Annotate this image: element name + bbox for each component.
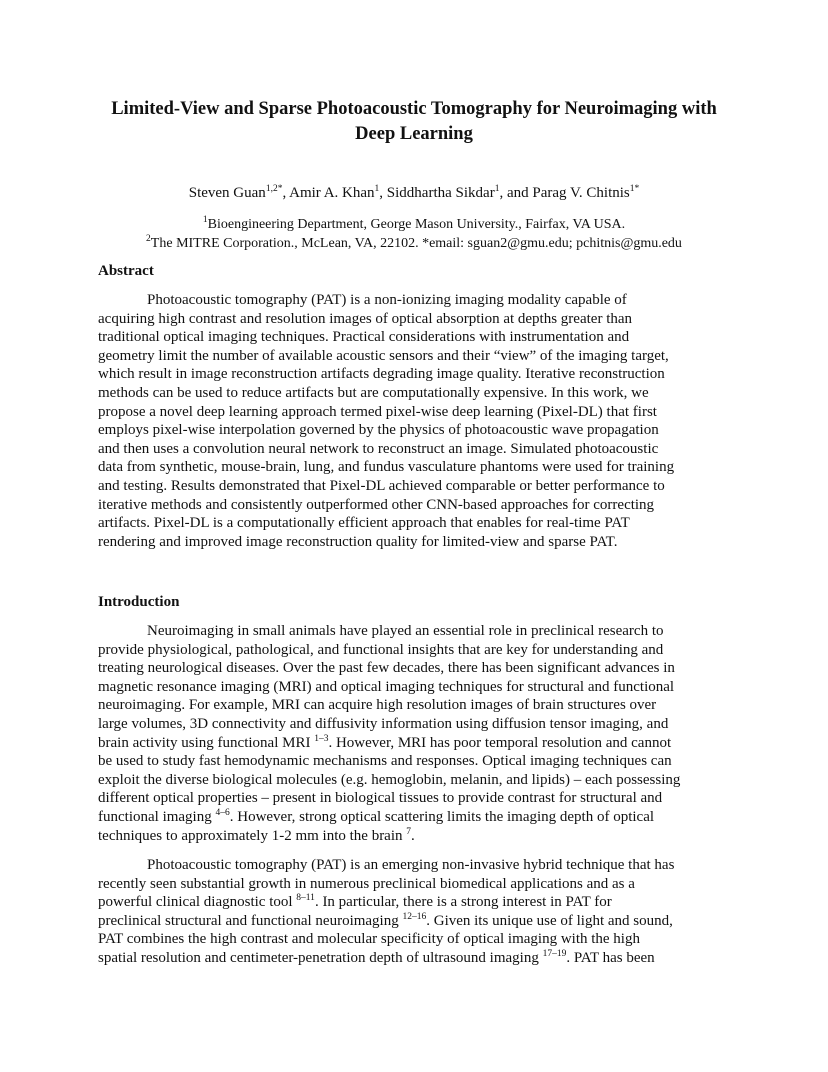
intro-paragraph-1-line	[98, 659, 730, 678]
introduction-paragraph-1	[98, 622, 730, 845]
affiliation-2-marker: 2	[146, 234, 151, 244]
abstract-line: propose a novel deep learning approach termed pixel-wise deep learning (Pixel-DL) that first	[98, 403, 657, 420]
intro-paragraph-2-line	[98, 875, 730, 894]
intro-paragraph-2-line	[98, 949, 730, 968]
line-text: techniques to approximately 1-2 mm into the brain	[98, 827, 407, 844]
line-text: preclinical structural and functional neuroimaging	[98, 912, 403, 929]
author-name: Parag V. Chitnis	[532, 185, 630, 201]
line-text: spatial resolution and centimeter-penetration depth of ultrasound imaging	[98, 949, 543, 966]
abstract-line: acquiring high contrast and resolution images of optical absorption at depths greater than	[98, 310, 633, 327]
line-text: exploit the diverse biological molecules (e.g. hemoglobin, melanin, and lipids) – each possessing	[98, 771, 681, 788]
affiliation-1	[60, 215, 768, 234]
citation-superscript: 4–6	[215, 807, 230, 818]
line-text: different optical properties – present in biological tissues to provide contrast for structural and	[98, 790, 663, 807]
intro-paragraph-1-line	[98, 734, 730, 753]
line-text-after: .	[411, 827, 415, 844]
introduction-heading: Introduction	[98, 594, 180, 610]
citation-superscript: 17–19	[542, 948, 567, 959]
line-text: functional imaging	[98, 808, 216, 825]
citation-superscript: 8–11	[296, 893, 315, 904]
line-text: powerful clinical diagnostic tool	[98, 894, 297, 911]
line-text-after: . However, MRI has poor temporal resolution and cannot	[328, 734, 672, 751]
author-affiliation-marker: 1*	[629, 184, 640, 194]
abstract-body	[98, 291, 730, 551]
affiliation-2-text: The MITRE Corporation., McLean, VA, 22102. *email: sguan2@gmu.edu; pchitnis@gmu.edu	[150, 236, 682, 251]
line-text: Neuroimaging in small animals have played an essential role in preclinical research to	[147, 623, 664, 639]
author-separator: ,	[282, 185, 290, 201]
abstract-line: methods can be used to reduce artifacts but are computationally expensive. In this work, we	[98, 384, 649, 401]
line-text: recently seen substantial growth in numerous preclinical biomedical applications and as a	[98, 875, 635, 892]
intro-paragraph-1-line	[98, 771, 730, 790]
intro-paragraph-2-line	[98, 912, 730, 931]
intro-paragraph-1-line	[98, 622, 730, 641]
line-text-after: . Given its unique use of light and sound,	[426, 912, 673, 929]
intro-paragraph-1-line	[98, 827, 730, 846]
author-name: Steven Guan	[188, 185, 266, 201]
intro-paragraph-2-line	[98, 893, 730, 912]
line-text: Photoacoustic tomography (PAT) is an emerging non-invasive hybrid technique that has	[147, 857, 675, 873]
intro-paragraph-1-line	[98, 715, 730, 734]
abstract-heading: Abstract	[98, 263, 154, 279]
citation-superscript: 12–16	[402, 911, 427, 922]
abstract-line: employs pixel-wise interpolation governed by the physics of photoacoustic wave propagation	[98, 422, 659, 439]
line-text: treating neurological diseases. Over the past few decades, there has been significant advances in	[98, 660, 675, 677]
title-line-1: Limited-View and Sparse Photoacoustic Tomography for Neuroimaging with	[111, 99, 717, 119]
abstract-line: iterative methods and consistently outperformed other CNN-based approaches for correcting	[98, 496, 655, 513]
affiliation-1-marker: 1	[202, 215, 208, 225]
abstract-line: traditional optical imaging techniques. Practical considerations with instrumentation and	[98, 329, 630, 346]
abstract-line: Photoacoustic tomography (PAT) is a non-ionizing imaging modality capable of	[147, 292, 627, 308]
intro-paragraph-1-line	[98, 641, 730, 660]
abstract-line: rendering and improved image reconstruction quality for limited-view and sparse PAT.	[98, 533, 618, 550]
intro-paragraph-1-line	[98, 789, 730, 808]
intro-paragraph-1-line	[98, 696, 730, 715]
author-separator: , and	[499, 185, 533, 201]
abstract-line: which result in image reconstruction artifacts degrading image quality. Iterative reconstruction	[98, 366, 665, 383]
line-text: PAT combines the high contrast and molecular specificity of optical imaging with the high	[98, 931, 640, 948]
line-text: neuroimaging. For example, MRI can acquire high resolution images of brain structures over	[98, 697, 657, 714]
paper-title	[60, 97, 768, 147]
author-name: Amir A. Khan	[289, 185, 375, 201]
line-text-after: . In particular, there is a strong interest in PAT for	[314, 894, 612, 911]
intro-paragraph-2-line	[98, 930, 730, 949]
author-affiliation-marker: 1,2*	[265, 184, 283, 194]
abstract-line: and testing. Results demonstrated that Pixel-DL achieved comparable or better performance to	[98, 477, 665, 494]
author-separator: ,	[379, 185, 387, 201]
abstract-line: data from synthetic, mouse-brain, lung, and fundus vasculature phantoms were used for training	[98, 459, 675, 476]
author-list	[60, 183, 768, 203]
intro-paragraph-1-line	[98, 752, 730, 771]
affiliation-2	[60, 234, 768, 253]
author-affiliation-marker: 1	[374, 184, 380, 194]
line-text: magnetic resonance imaging (MRI) and optical imaging techniques for structural and functional	[98, 678, 675, 695]
intro-paragraph-2-line	[98, 856, 730, 875]
introduction-paragraph-2	[98, 856, 730, 968]
citation-superscript: 7	[406, 826, 412, 837]
title-line-2: Deep Learning	[355, 124, 473, 144]
intro-paragraph-1-line	[98, 808, 730, 827]
citation-superscript: 1–3	[314, 733, 329, 744]
author-name: Siddhartha Sikdar	[386, 185, 495, 201]
affiliation-1-text: Bioengineering Department, George Mason University., Fairfax, VA USA.	[207, 217, 626, 232]
line-text-after: . PAT has been	[566, 949, 655, 966]
author-affiliation-marker: 1	[494, 184, 500, 194]
line-text: be used to study fast hemodynamic mechanisms and responses. Optical imaging techniques can	[98, 753, 672, 770]
line-text: large volumes, 3D connectivity and diffusivity information using diffusion tensor imaging, and	[98, 715, 669, 732]
line-text: brain activity using functional MRI	[98, 734, 315, 751]
line-text-after: . However, strong optical scattering limits the imaging depth of optical	[229, 808, 655, 825]
abstract-line: artifacts. Pixel-DL is a computationally efficient approach that enables for real-time PAT	[98, 515, 630, 532]
intro-paragraph-1-line	[98, 678, 730, 697]
abstract-line: and then uses a convolution neural network to reconstruct an image. Simulated photoacoustic	[98, 440, 659, 457]
abstract-line: geometry limit the number of available acoustic sensors and their “view” of the imaging target,	[98, 347, 669, 364]
line-text: provide physiological, pathological, and functional insights that are key for understanding and	[98, 641, 664, 658]
